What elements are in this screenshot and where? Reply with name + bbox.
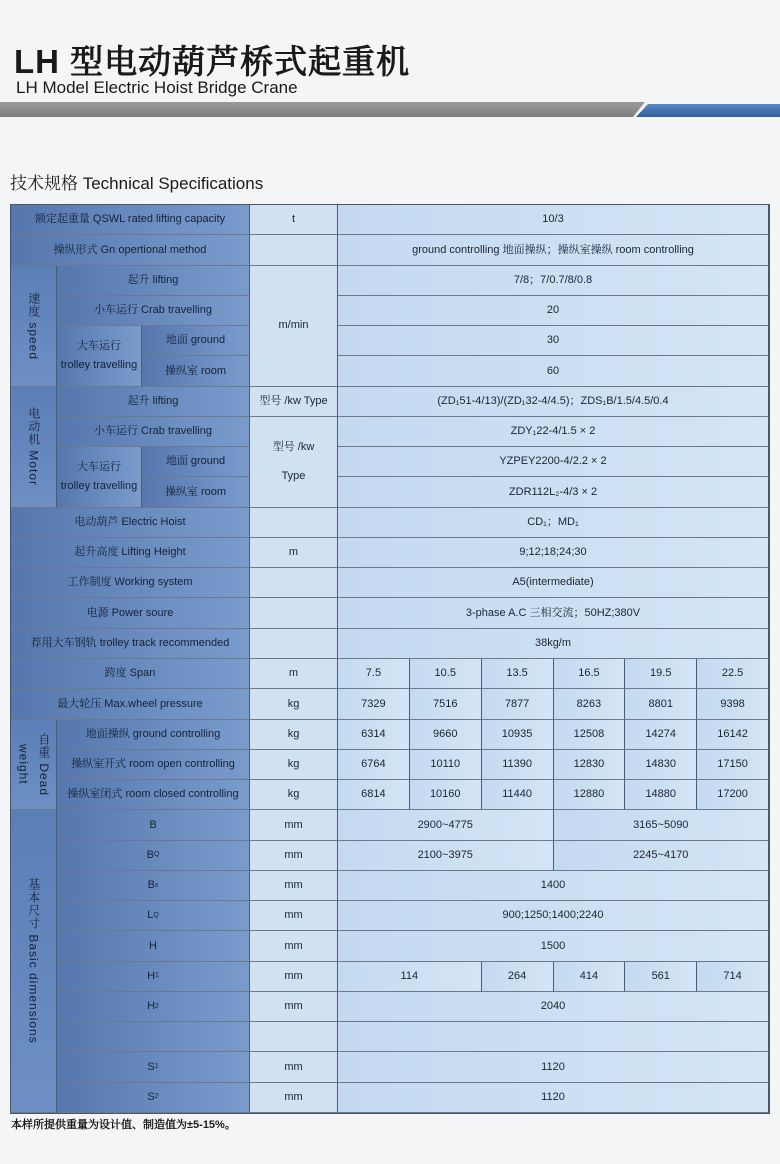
value-cell: 7329: [338, 689, 410, 719]
value-cell: 38kg/m: [338, 629, 769, 659]
row-label: [57, 871, 250, 901]
value-cell: 3165~5090: [554, 810, 770, 840]
decorative-bar-blue: [636, 104, 780, 117]
row-label: 小车运行 Crab travelling: [57, 417, 250, 447]
row-label: 电源 Power soure: [11, 598, 250, 628]
label-en: trolley travelling: [60, 358, 138, 371]
row-label: 地面 ground: [142, 447, 250, 477]
value-cell: 14274: [625, 720, 697, 750]
row-label: [57, 1083, 250, 1113]
row-label: 操纵室闭式 room closed controlling: [57, 780, 250, 810]
dim-symbol: B: [147, 879, 155, 892]
row-label: 操纵室 room: [142, 477, 250, 507]
dim-symbol: S: [147, 1060, 155, 1073]
value-cell: 11440: [482, 780, 554, 810]
unit-cell: mm: [250, 992, 338, 1022]
value-cell: 16.5: [554, 659, 626, 689]
group-label-basic-dimensions: 基本尺寸 Basic dimensions: [11, 810, 57, 1113]
section-heading: 技术规格 Technical Specifications: [10, 174, 264, 193]
dim-symbol: B: [146, 848, 154, 861]
value-cell: 11390: [482, 750, 554, 780]
unit-a: 型号 /kw: [272, 441, 315, 454]
unit-b: Type: [281, 469, 306, 482]
row-label: 额定起重量 QSWL rated lifting capacity: [11, 205, 250, 235]
dim-subscript: Q: [153, 911, 159, 919]
value-cell: 2040: [338, 992, 769, 1022]
unit-cell: kg: [250, 750, 338, 780]
unit-cell: mm: [250, 841, 338, 871]
row-label: [57, 931, 250, 961]
dim-symbol: H: [147, 1000, 156, 1013]
row-label: 小车运行 Crab travelling: [57, 296, 250, 326]
value-cell: 7877: [482, 689, 554, 719]
unit-cell: mm: [250, 810, 338, 840]
value-cell: 10/3: [338, 205, 769, 235]
value-cell: ZDR112L₂-4/3 × 2: [338, 477, 769, 507]
unit-cell: kg: [250, 780, 338, 810]
value-cell: 30: [338, 326, 769, 356]
value-cell: 8263: [554, 689, 626, 719]
value-cell: 14880: [625, 780, 697, 810]
value-cell: 9;12;18;24;30: [338, 538, 769, 568]
unit-cell: m/min: [250, 266, 338, 387]
value-cell: 7.5: [338, 659, 410, 689]
value-cell: 1400: [338, 871, 769, 901]
dim-symbol: L: [147, 909, 154, 922]
value-cell: ZDY₁22-4/1.5 × 2: [338, 417, 769, 447]
value-cell: 20: [338, 296, 769, 326]
row-label: 操纵室 room: [142, 356, 250, 386]
row-label: [57, 447, 142, 508]
value-cell: 12830: [554, 750, 626, 780]
unit-cell: [250, 568, 338, 598]
value-cell: 60: [338, 356, 769, 386]
value-cell: 7516: [410, 689, 482, 719]
value-cell: 9398: [697, 689, 769, 719]
dim-symbol: H: [147, 969, 156, 982]
value-cell: 6314: [338, 720, 410, 750]
footnote: 本样所提供重量为设计值、制造值为±5-15%。: [11, 1119, 236, 1131]
row-label: 起升 lifting: [57, 387, 250, 417]
value-cell: 1500: [338, 931, 769, 961]
unit-cell: mm: [250, 871, 338, 901]
value-cell: 6814: [338, 780, 410, 810]
row-label: 操纵形式 Gn opertional method: [11, 235, 250, 265]
value-cell: 19.5: [625, 659, 697, 689]
value-cell: 10110: [410, 750, 482, 780]
value-cell: 2900~4775: [338, 810, 554, 840]
unit-cell: [250, 629, 338, 659]
row-label: 起升高度 Lifting Height: [11, 538, 250, 568]
unit-cell: 型号 /kw Type: [250, 387, 338, 417]
row-label: 跨度 Span: [11, 659, 250, 689]
value-cell: 2245~4170: [554, 841, 770, 871]
row-label: 最大轮压 Max.wheel pressure: [11, 689, 250, 719]
row-label: [57, 810, 250, 840]
row-label: 地面操纵 ground controlling: [57, 720, 250, 750]
value-cell: 12508: [554, 720, 626, 750]
value-cell: 264: [482, 962, 554, 992]
unit-cell: [250, 508, 338, 538]
dim-symbol: B: [149, 818, 157, 831]
spec-table: [10, 204, 770, 1114]
row-label: [57, 992, 250, 1022]
value-cell: 1120: [338, 1083, 769, 1113]
dim-subscript: 1: [154, 1063, 159, 1071]
value-cell: 1120: [338, 1052, 769, 1082]
value-cell: 14830: [625, 750, 697, 780]
dim-subscript: 2: [154, 1093, 159, 1101]
row-label: [57, 326, 142, 387]
value-cell: 561: [625, 962, 697, 992]
value-cell: 114: [338, 962, 482, 992]
dim-subscript: 1: [155, 972, 159, 980]
label-en: trolley travelling: [60, 479, 138, 492]
unit-cell: [250, 417, 338, 508]
label-cn: 大车运行: [77, 340, 121, 353]
value-cell: 9660: [410, 720, 482, 750]
value-cell: 12880: [554, 780, 626, 810]
row-label: [57, 1052, 250, 1082]
unit-cell: mm: [250, 962, 338, 992]
row-label: 操纵室开式 room open controlling: [57, 750, 250, 780]
unit-cell: [250, 598, 338, 628]
value-cell: (ZD₁51-4/13)/(ZD₁32-4/4.5)；ZDS₁B/1.5/4.5/0.4: [338, 387, 769, 417]
unit-cell: m: [250, 538, 338, 568]
value-cell: 10935: [482, 720, 554, 750]
page-subtitle: LH Model Electric Hoist Bridge Crane: [16, 78, 298, 97]
unit-cell: t: [250, 205, 338, 235]
row-label: [57, 841, 250, 871]
value-cell: 414: [554, 962, 626, 992]
unit-cell: [250, 1022, 338, 1052]
value-cell: 3-phase A.C 三相交流；50HZ;380V: [338, 598, 769, 628]
value-cell: 7/8；7/0.7/8/0.8: [338, 266, 769, 296]
value-cell: 2100~3975: [338, 841, 554, 871]
row-label: [57, 901, 250, 931]
unit-cell: kg: [250, 720, 338, 750]
value-cell: 8801: [625, 689, 697, 719]
unit-cell: mm: [250, 1083, 338, 1113]
value-cell: 13.5: [482, 659, 554, 689]
label-cn: 大车运行: [77, 461, 121, 474]
dim-symbol: H: [149, 939, 157, 952]
row-label: [57, 962, 250, 992]
row-label: 荐用大车钢轨 trolley track recommended: [11, 629, 250, 659]
value-cell: 22.5: [697, 659, 769, 689]
value-cell: 17200: [697, 780, 769, 810]
unit-cell: mm: [250, 901, 338, 931]
unit-cell: mm: [250, 1052, 338, 1082]
value-cell: 900;1250;1400;2240: [338, 901, 769, 931]
value-cell: A5(intermediate): [338, 568, 769, 598]
unit-cell: m: [250, 659, 338, 689]
dim-subscript: x: [154, 881, 159, 889]
row-label: 工作制度 Working system: [11, 568, 250, 598]
decorative-bar-gray: [0, 102, 645, 117]
row-label: [57, 1022, 250, 1052]
row-label: 起升 lifting: [57, 266, 250, 296]
value-cell: CD₁；MD₁: [338, 508, 769, 538]
value-cell: [338, 1022, 769, 1052]
value-cell: YZPEY2200-4/2.2 × 2: [338, 447, 769, 477]
value-cell: 6764: [338, 750, 410, 780]
dim-symbol: S: [147, 1091, 155, 1103]
dim-subscript: Q: [153, 851, 160, 859]
group-label-dead-weight: 自重 Dead weight: [11, 720, 57, 811]
value-cell: ground controlling 地面操纵；操纵室操纵 room controlling: [338, 235, 769, 265]
group-label-speed: 速度 speed: [11, 266, 57, 387]
unit-cell: mm: [250, 931, 338, 961]
value-cell: 10.5: [410, 659, 482, 689]
value-cell: 16142: [697, 720, 769, 750]
page-title: LH 型电动葫芦桥式起重机: [14, 43, 411, 80]
row-label: 电动葫芦 Electric Hoist: [11, 508, 250, 538]
row-label: 地面 ground: [142, 326, 250, 356]
value-cell: 10160: [410, 780, 482, 810]
value-cell: 17150: [697, 750, 769, 780]
value-cell: 714: [697, 962, 769, 992]
unit-cell: [250, 235, 338, 265]
unit-cell: kg: [250, 689, 338, 719]
dim-subscript: 2: [155, 1002, 159, 1010]
group-label-motor: 电动机 Motor: [11, 387, 57, 508]
